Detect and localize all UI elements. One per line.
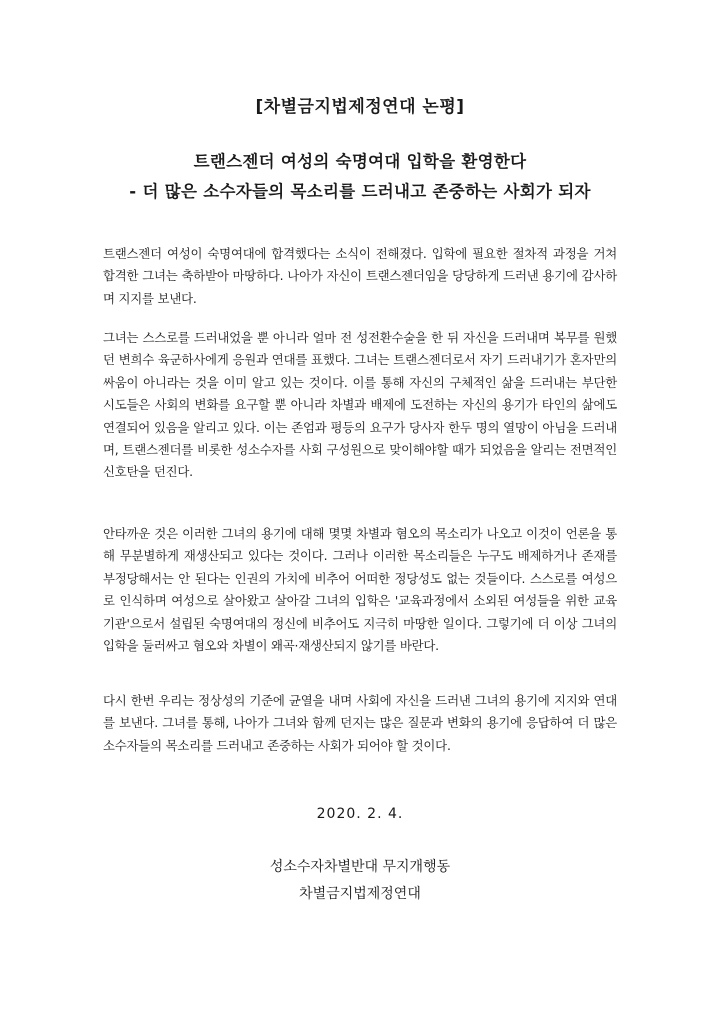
document-header-label: [차별금지법제정연대 논평]	[255, 97, 465, 117]
signatory-organization-1: 성소수자차별반대 무지개행동	[269, 859, 451, 875]
statement-date: 2020. 2. 4.	[316, 806, 404, 822]
body-paragraph-3: 안타까운 것은 이러한 그녀의 용기에 대해 몇몇 차별과 혐오의 목소리가 나오고 이것이 언론을 통해 무분별하게 재생산되고 있다는 것이다. 그러나 이러한 목소리들은 누구도 배제하거나 존재를 부정당해서는 안 된다는 인권의 가치에 비추어 어떠한 정당성도 없는 것들이다. 스스로를 여성으로 인식하며 여성으로 살아왔고 살아갈 그녀의 입학은 '교육과정에서 소외된 여성들을 위한 교육기관'으로서 설립된 숙명여대의 정신에 비추어도 지극히 마땅한 일이다. 그렇기에 더 이상 그녀의 입학을 둘러싸고 혐오와 차별이 왜곡·재생산되지 않기를 바란다.	[103, 526, 617, 654]
body-paragraph-4: 다시 한번 우리는 정상성의 기준에 균열을 내며 사회에 자신을 드러낸 그녀의 용기에 지지와 연대를 보낸다. 그녀를 통해, 나아가 그녀와 함께 던지는 많은 질문과 변화의 용기에 응답하여 더 많은 소수자들의 목소리를 드러내고 존중하는 사회가 되어야 할 것이다.	[103, 693, 617, 753]
document-subtitle: - 더 많은 소수자들의 목소리를 드러내고 존중하는 사회가 되자	[129, 182, 591, 201]
body-paragraph-1: 트랜스젠더 여성이 숙명여대에 합격했다는 소식이 전해졌다. 입학에 필요한 절차적 과정을 거쳐 합격한 그녀는 축하받아 마땅하다. 나아가 자신이 트랜스젠더임을 당당하게 드러낸 용기에 감사하며 지지를 보낸다.	[103, 246, 617, 306]
signatory-organization-2: 차별금지법제정연대	[299, 886, 421, 902]
document-title: 트랜스젠더 여성의 숙명여대 입학을 환영한다	[193, 152, 527, 171]
body-paragraph-2: 그녀는 스스로를 드러내었을 뿐 아니라 얼마 전 성전환수술을 한 뒤 자신을 드러내며 복무를 원했던 변희수 육군하사에게 응원과 연대를 표했다. 그녀는 트랜스젠더로서 자기 드러내기가 혼자만의 싸움이 아니라는 것을 이미 알고 있는 것이다. 이를 통해 자신의 구체적인 삶을 드러내는 부단한 시도들은 사회의 변화를 요구할 뿐 아니라 차별과 배제에 도전하는 자신의 용기가 타인의 삶에도 연결되어 있음을 알리고 있다. 이는 존엄과 평등의 요구가 당사자 한두 명의 열망이 아님을 드러내며, 트랜스젠더를 비롯한 성소수자를 사회 구성원으로 맞이해야할 때가 되었음을 알리는 전면적인 신호탄을 던진다.	[103, 330, 617, 480]
